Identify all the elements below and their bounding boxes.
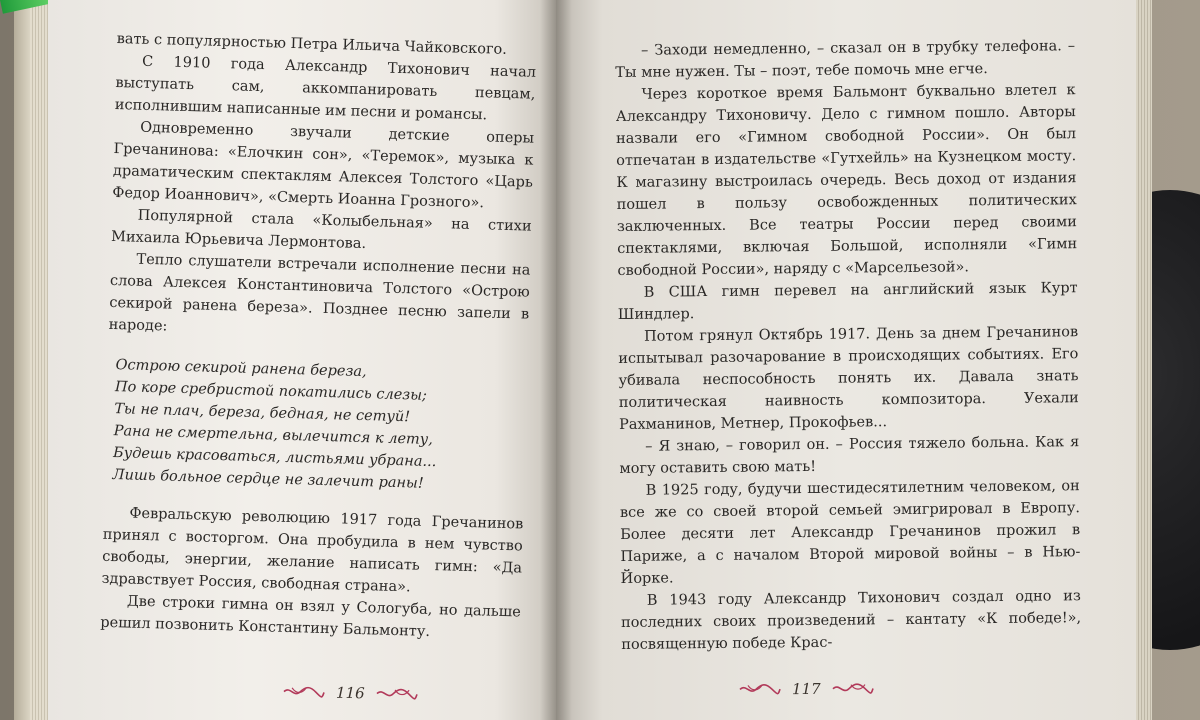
flourish-ornament-icon [374, 686, 418, 703]
paragraph: Одновременно звучали детские оперы Гречанинова: «Елочкин сон», «Теремок», музыка к драматическим спектаклям Алексея Толстого «Царь Федор Иоаннович», «Смерть Иоанна Грозного». [112, 119, 535, 212]
paragraph: Февральскую революцию 1917 года Гречанинов принял с восторгом. Она пробудила в нем чувство свободы, энергии, желание написать гимн: «Да здравствует Россия, свободная страна». [101, 505, 524, 596]
flourish-ornament-icon [282, 684, 326, 701]
poem-line: Лишь больное сердце не залечит раны! [112, 467, 424, 492]
left-page-text [100, 28, 537, 645]
right-page-footer [738, 680, 875, 699]
right-page-text [615, 35, 1081, 656]
paragraph: В 1925 году, будучи шестидесятилетним человеком, он все же со своей второй семьей эмигрировал в Европу. Более десяти лет Александр Гречанинов прожил в Париже, а с началом Второй мировой войны – в Нью-Йорке. [619, 478, 1081, 587]
poem-block [104, 354, 528, 498]
paragraph: Потом грянул Октябрь 1917. День за днем Гречанинов испытывал разочарование в происходящих событиях. Его убивала неспособность понять их. Давала знать политическая наивность композитора. Уехали Рахманинов, Метнер, Прокофьев... [618, 324, 1079, 433]
paragraph: – Заходи немедленно, – сказал он в трубку телефона. – Ты мне нужен. Ты – поэт, тебе помочь мне егче. [615, 38, 1076, 81]
paragraph: Тепло слушатели встречали исполнение песни на слова Алексея Константиновича Толстого «Острою секирой ранена береза». Позднее песню запели в народе: [108, 251, 531, 335]
poem-line: Острою секирой ранена береза, [115, 357, 367, 381]
paragraph: В 1943 году Александр Тихонович создал одно из последних своих произведений – кантату «К победе!», посвященную победе Крас- [621, 588, 1082, 653]
left-page-footer [282, 683, 419, 704]
poem-line: Ты не плач, береза, бедная, не сетуй! [114, 401, 411, 426]
paragraph: В США гимн перевел на английский язык Курт Шиндлер. [617, 280, 1078, 323]
paragraph: С 1910 года Александр Тихонович начал выступать сам, аккомпанировать певцам, исполнившим написанные им песни и романсы. [114, 53, 537, 124]
poem-line: Рана не смертельна, вылечится к лету, [113, 423, 434, 448]
paragraph: Популярной стала «Колыбельная» на стихи Михаила Юрьевича Лермонтова. [110, 207, 532, 253]
paragraph: – Я знаю, – говорил он. – Россия тяжело больна. Как я могу оставить свою мать! [619, 434, 1080, 477]
paragraph: Через короткое время Бальмонт буквально влетел к Александру Тихоновичу. Дело с гимном пошло. Авторы назвали его «Гимном свободной России». Он был отпечатан в издательстве «Гутхейль» на Кузнецком мосту. К магазину выстроилась очередь. Весь доход от издания пошел в пользу освобожденных политических заключенных. Все театры России перед своими спектаклями, включая Большой, исполняли «Гимн свободной России», наряду с «Марсельезой». [615, 82, 1078, 279]
poem-line: Будешь красоваться, листьями убрана... [112, 445, 437, 471]
flourish-ornament-icon [738, 681, 782, 697]
poem-line: По коре сребристой покатились слезы; [114, 379, 428, 404]
paragraph: вать с популярностью Петра Ильича Чайковского. [116, 30, 508, 58]
paragraph: Две строки гимна он взял у Сологуба, но дальше решил позвонить Константину Бальмонту. [100, 593, 522, 640]
book-gutter [540, 0, 572, 720]
page-number: 117 [791, 679, 821, 699]
flourish-ornament-icon [831, 681, 875, 697]
page-number: 116 [335, 683, 365, 703]
